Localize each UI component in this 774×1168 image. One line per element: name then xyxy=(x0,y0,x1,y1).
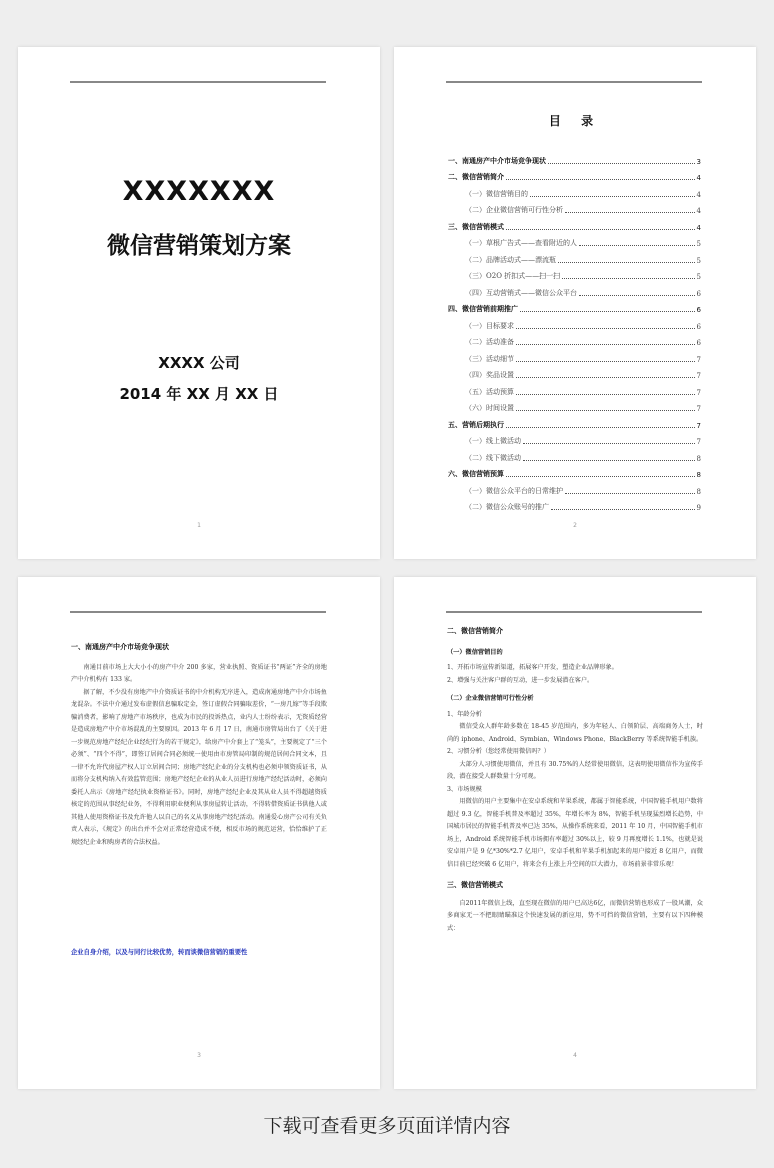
toc-entry-label: （五）活动预算 xyxy=(465,387,514,396)
toc-entry[interactable] xyxy=(448,149,701,166)
paragraph: 用微信的用户主要集中在安卓系统和苹果系统，都属于智能系统，中国智能手机用户数将超过 9.3 亿，智能手机普及率超过 35%，年增长率为 8%，智能手机呈现猛烈增长趋势，中国城市居民的智能手机普及率已达 35%，从操作系统来看，2011 年 10 月，中国智能手机市场上，Android 系统智能手机市场拥有率超过 30%以上，较 9 月再度增长 1.1%，也就是说安卓用户是 9 亿*30%*2.7 亿用户，安卓手机和苹果手机加起来的用户接近 8 亿用户，而微信目前已经突破 6 亿用户，将来会有上涨上升空间的巨大潜力，市场前景非常乐观！ xyxy=(447,798,703,868)
toc-entry-page: 8 xyxy=(696,454,701,463)
toc-entry-label: （二）品牌活动式——漂流瓶 xyxy=(465,255,556,264)
toc-leader-dots xyxy=(548,163,695,164)
toc-entry-label: 一、南通房产中介市场竞争现状 xyxy=(448,156,546,165)
toc-list xyxy=(448,149,701,512)
toc-entry-page: 8 xyxy=(696,471,701,479)
page-number: 1 xyxy=(197,522,201,529)
toc-leader-dots xyxy=(516,328,695,329)
toc-entry-page: 6 xyxy=(696,306,701,314)
toc-entry[interactable] xyxy=(448,347,701,364)
toc-leader-dots xyxy=(562,278,694,279)
toc-entry-page: 5 xyxy=(696,240,701,248)
toc-entry[interactable] xyxy=(448,215,701,232)
toc-entry-label: （二）微信公众账号的推广 xyxy=(465,503,549,511)
toc-entry-page: 6 xyxy=(696,322,701,331)
page-number: 3 xyxy=(197,1052,201,1059)
toc-entry-label: （三）活动细节 xyxy=(465,354,514,363)
toc-leader-dots xyxy=(551,509,695,510)
header-rule xyxy=(70,611,326,613)
toc-leader-dots xyxy=(530,196,695,197)
page4-body xyxy=(447,625,703,935)
toc-entry[interactable] xyxy=(448,265,701,282)
toc-leader-dots xyxy=(516,394,695,395)
cover-date: 2014 年 XX 月 XX 日 xyxy=(119,385,279,403)
toc-entry-label: （二）线下微活动 xyxy=(465,453,521,462)
toc-entry-page: 4 xyxy=(696,174,701,182)
toc-entry-label: 四、微信营销前期推广 xyxy=(448,305,518,313)
download-more-caption[interactable]: 下载可查看更多页面详情内容 xyxy=(263,1115,511,1137)
header-rule xyxy=(70,81,326,83)
paragraph: 大部分人习惯使用微信，并且有 30.75%的人经常使用微信，这表明使用微信作为宣传手段，潜在接受人群数量十分可观。 xyxy=(447,760,703,780)
toc-leader-dots xyxy=(523,460,695,461)
toc-entry-label: 三、微信营销模式 xyxy=(448,222,504,231)
toc-entry-label: （六）时间设置 xyxy=(465,404,514,412)
toc-leader-dots xyxy=(579,295,695,296)
toc-page xyxy=(394,47,756,559)
toc-entry-label: （一）微信公众平台的日常维护 xyxy=(465,486,563,495)
toc-entry-page: 5 xyxy=(696,273,701,281)
content-page-4 xyxy=(394,577,756,1089)
toc-entry-label: 二、微信营销简介 xyxy=(448,173,504,181)
paragraph: 微信受众人群年龄多数在 18-45 岁范围内，多为年轻人、白领阶层、高端商务人士，时尚的 iphone、Android、Symbian、Windows Phone、BlackBerry 等系统智能手机族。 xyxy=(447,723,703,743)
toc-entry-page: 7 xyxy=(696,438,701,446)
toc-entry-page: 4 xyxy=(696,223,701,232)
toc-entry-page: 6 xyxy=(696,289,701,298)
toc-leader-dots xyxy=(523,443,695,444)
toc-leader-dots xyxy=(506,427,695,428)
toc-entry-label: （三）O2O 折扣式——扫一扫 xyxy=(465,272,561,280)
toc-entry-label: （四）奖品设置 xyxy=(465,371,514,379)
toc-leader-dots xyxy=(506,179,695,180)
toc-leader-dots xyxy=(520,311,695,312)
toc-entry-page: 5 xyxy=(696,256,701,265)
subsection-heading: （二）企业微信营销可行性分析 xyxy=(447,695,534,702)
toc-entry[interactable] xyxy=(448,182,701,199)
toc-entry[interactable] xyxy=(448,446,701,463)
page-number: 2 xyxy=(573,522,577,529)
toc-entry-label: （一）草根广告式——查看附近的人 xyxy=(465,239,577,247)
toc-entry[interactable] xyxy=(448,298,701,315)
toc-leader-dots xyxy=(506,476,695,477)
list-item: 1、年龄分析 xyxy=(447,710,482,718)
toc-entry-page: 4 xyxy=(696,190,701,199)
toc-entry-page: 8 xyxy=(696,487,701,496)
toc-entry[interactable] xyxy=(448,331,701,348)
toc-leader-dots xyxy=(565,493,695,494)
toc-leader-dots xyxy=(516,361,695,362)
toc-entry-page: 7 xyxy=(696,405,701,413)
toc-entry-page: 4 xyxy=(696,207,701,215)
toc-entry[interactable] xyxy=(448,364,701,381)
toc-entry-label: （一）目标要求 xyxy=(465,321,514,330)
toc-entry-label: （四）互动营销式——微信公众平台 xyxy=(465,288,577,297)
cover-page xyxy=(18,47,380,559)
cover-title-line1: XXXXXXX xyxy=(122,176,276,207)
list-item: 3、市场规模 xyxy=(447,785,482,793)
toc-entry-page: 7 xyxy=(696,355,701,364)
paragraph: 南通目前市场上大大小小的房产中介 200 多家，营业执照、资质证书“两证”齐全的房地产中介机构有 133 家。 xyxy=(71,663,327,683)
toc-leader-dots xyxy=(506,229,695,230)
toc-entry-page: 7 xyxy=(696,421,701,430)
toc-entry[interactable] xyxy=(448,314,701,331)
header-rule xyxy=(446,611,702,613)
toc-title: 目 录 xyxy=(548,114,602,128)
toc-entry[interactable] xyxy=(448,248,701,265)
list-item: 2、增强与关注客户群的互动，进一步发展潜在客户。 xyxy=(447,676,594,684)
toc-entry[interactable] xyxy=(448,413,701,430)
toc-entry-label: （二）活动准备 xyxy=(465,338,514,346)
toc-leader-dots xyxy=(516,344,695,345)
toc-entry-page: 7 xyxy=(696,388,701,397)
toc-leader-dots xyxy=(516,410,695,411)
toc-entry-page: 3 xyxy=(696,157,701,166)
toc-leader-dots xyxy=(579,245,695,246)
toc-entry[interactable] xyxy=(448,463,701,480)
toc-entry[interactable] xyxy=(448,397,701,414)
page3-link-block xyxy=(71,947,327,960)
paragraph: 自2011年微信上线，直至现在微信的用户已高达6亿，而微信营销也形成了一股风潮，众多商家无一不把眼睛瞄准这个快速发展的新应用，势不可挡的微信营销，主要有以下四种模式： xyxy=(447,899,703,932)
toc-entry-page: 9 xyxy=(696,504,701,512)
toc-leader-dots xyxy=(558,262,695,263)
toc-entry[interactable] xyxy=(448,166,701,183)
toc-entry-page: 6 xyxy=(696,339,701,347)
list-item: 1、开拓市场宣传新渠道，拓展客户开发，塑造企业品牌形象。 xyxy=(447,664,618,671)
paragraph: 据了解，不少没有房地产中介资质证书的中介机构无序进入，造成南通房地产中介市场鱼龙混杂。不法中介通过发布虚假信息骗取定金，签订虚假合同骗取差价，“一房几嫁”等手段欺骗消费者，影响了房地产市场秩序，也成为市民的投诉热点，业内人士纷纷表示，无资质经营是造成房地产中介市场混乱的主要原因。2013 年 6 月 17 日，南通市房管局出台了《关于进一步规范房地产经纪企业经纪行为的若干规定》，给房产中介套上了“笼头”，主要规定了“三个必须”、“四个不得”，即签订居间合同必须统一使用由市房管局印制的规范居间合同文本，且一律不允许代房屋产权人订立居间合同；房地产经纪企业的分支机构也必须申领资质证书，从而将分支机构纳入有效监管范围；房地产经纪企业的从业人员进行房地产经纪活动时，必须向委托人出示《房地产经纪执业资格证书》。同时，房地产经纪企业及其从业人员不得超越资质核定的范围从事经纪业务，不得利用职业便利从事房屋转让活动，不得转借资质证书供他人或其他人使用资格证书及允许他人以自己的名义从事房地产经纪活动。南通爱心房产公司有关负责人表示，《规定》的出台并不会对正常经营造成不便，相反市场的规范运营，恰恰维护了正规经纪企业和购房者的合法权益。 xyxy=(71,688,327,846)
toc-entry[interactable] xyxy=(448,430,701,447)
content-page-3 xyxy=(18,577,380,1089)
page-number: 4 xyxy=(573,1052,577,1059)
toc-entry[interactable] xyxy=(448,380,701,397)
toc-entry[interactable] xyxy=(448,232,701,249)
highlight-note: 企业自身介绍，以及与同行比较优势，转而谈微信营销的重要性 xyxy=(71,949,248,956)
cover-company: XXXX 公司 xyxy=(158,354,240,372)
toc-entry-label: （二）企业微信营销可行性分析 xyxy=(465,206,563,214)
cover-title-line2: 微信营销策划方案 xyxy=(107,233,291,259)
toc-leader-dots xyxy=(516,377,695,378)
page3-body xyxy=(71,641,327,849)
toc-entry-label: （一）线上微活动 xyxy=(465,437,521,445)
toc-entry-page: 7 xyxy=(696,372,701,380)
toc-entry-label: 六、微信营销预算 xyxy=(448,470,504,478)
section-heading: 一、南通房产中介市场竞争现状 xyxy=(71,643,169,651)
section-heading: 二、微信营销简介 xyxy=(447,627,503,635)
toc-entry[interactable] xyxy=(448,199,701,216)
list-item: 2、习惯分析（您经常使用微信吗？） xyxy=(447,748,550,755)
toc-entry-label: 五、营销后期执行 xyxy=(448,420,504,429)
toc-entry-label: （一）微信营销目的 xyxy=(465,189,528,198)
section-heading: 三、微信营销模式 xyxy=(447,881,503,889)
toc-entry[interactable] xyxy=(448,281,701,298)
toc-entry[interactable] xyxy=(448,479,701,496)
subsection-heading: （一）微信营销目的 xyxy=(447,648,503,656)
toc-entry[interactable] xyxy=(448,496,701,513)
toc-leader-dots xyxy=(565,212,695,213)
header-rule xyxy=(446,81,702,83)
